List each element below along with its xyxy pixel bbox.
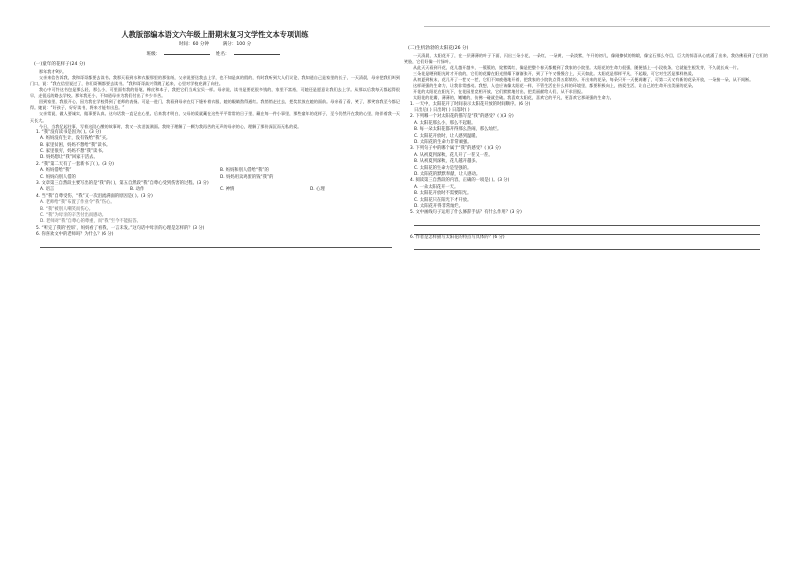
option[interactable]: B. 从初夏到深秋，花儿越开越多。 — [414, 159, 480, 165]
option[interactable]: B. 太阳花开放时不需要阳光。 — [414, 191, 472, 197]
question-5: 5. “听完了我的‘控诉’，妈妈看了看我，一言未发。”这句话中母亲的心理是怎样的？(3 分) — [36, 225, 205, 231]
passage-paragraph: 回到家里，我很开心，因为我在学校得到了老师的表扬。可是一进门，我看到母亲在灯下缝补着衣服，她的眼睛熬得通红。我悄悄走过去，把奖状放在她的面前。母亲看了看，笑了，那笑容我至今都记得。她说：“好孩子，好好读书，将来才能有出息。” — [30, 99, 400, 111]
option[interactable]: B. 每一朵太阳花都开得那么热闹，那么灿烂。 — [414, 127, 502, 133]
option[interactable]: C. 家里很穷，妈妈不想“我”读书。 — [40, 148, 107, 154]
passage-paragraph: 这样顽强的生命力，让我非常感动。我想，人也应该像太阳花一样，不管生活在什么样的环境里，都要积极向上，热爱生活，让自己的生命开出美丽的花朵。 — [413, 83, 696, 89]
option[interactable]: C. “我”为母亲的辛苦付出而感动。 — [40, 213, 107, 219]
option[interactable]: D. 老师对“我”自尊心的尊重，而“我”至今不能报答。 — [40, 219, 141, 225]
question-4: 4. 阅读第三自然段的内容，正确的一项是( )。(3 分) — [410, 178, 510, 184]
passage-paragraph: 从初夏到秋末，花儿开了一茬又一茬，它们不知疲倦地开着，把我家的小院装点得五彩缤纷。开出来的花朵，每朵只开一天便凋谢了，可第二天又有新的花朵开放，一朵接一朵，从不间断。 — [413, 77, 754, 83]
option[interactable]: B. “我”被别人嘲笑而伤心。 — [40, 206, 94, 212]
passage-paragraph: 从此天天看到开花，花儿越开越多，一簇簇的，姹紫嫣红，像是把整个春天都搬到了我家的小院里。太阳花的生命力很强，随便插上一小段枝条，它就能生根发芽，不久就长成一片。 — [413, 64, 741, 70]
answer-line[interactable] — [414, 245, 760, 250]
option[interactable]: D. 心理 — [310, 187, 325, 193]
name-field[interactable] — [234, 49, 280, 55]
option[interactable]: C. 太阳花的生命力是坚强的。 — [414, 165, 472, 171]
option[interactable]: C. 妈妈向别人借的 — [40, 174, 76, 180]
option[interactable]: A. 太阳花那么小，那么不起眼。 — [414, 120, 476, 126]
passage-paragraph: 三朵花是晒到阳光时才开放的，它们的花瓣在阳光照耀下渐渐张开，到了下午又慢慢合上，天天如此。太阳花是那样平凡，不起眼，可它对生活是那样热爱。 — [413, 71, 696, 77]
option[interactable]: D. 妈妈用卖鸡蛋的钱“我”的 — [220, 174, 274, 180]
left-column — [30, 26, 400, 544]
question-6: 6. 作者是怎样描写太阳花的特点写具体的？(6 分) — [410, 234, 505, 240]
class-label: 班级： — [146, 52, 161, 57]
option[interactable]: A. 从初夏到深秋，花儿开了一茬又一茬。 — [414, 152, 493, 158]
passage-paragraph: 开花的太阳花在阳光下，在花园里竞相开放，它们默默地付出，把美丽献给人们，从不求回报。 — [413, 89, 586, 95]
option[interactable]: C. 神情 — [220, 187, 235, 193]
question-5: 5. 文中画线句子运用了什么修辞手法？有什么作用？(3 分) — [410, 210, 522, 216]
time-label: 时间：60 分钟 — [178, 42, 210, 47]
question-1: 1. “我”没有读书是因为( )。(3 分) — [36, 129, 102, 135]
score-label: 满分：100 分 — [222, 42, 252, 47]
passage-paragraph: 我心中可怜这书包是那么轻，那么小，可里面有我的铅笔、橡皮和本子，我把它们当成宝贝一样。母亲说，读书是要花很多钱的，家里不富裕，可她还是愿意让我们去上学。从那以后我每天都起得很早，走很远的路去学校。那年我还小，不知道母亲为我们付出了多少辛苦。 — [30, 87, 400, 99]
option[interactable]: A. 一朵太阳花开一天。 — [414, 184, 459, 190]
option[interactable]: A. 妈妈借给“我” — [40, 168, 72, 174]
class-field[interactable] — [164, 49, 210, 55]
question-6: 6. 你喜欢文中的老师吗？为什么？(6 分) — [36, 232, 114, 238]
option[interactable]: D. 妈妈想让“我”回家干活去。 — [40, 155, 98, 161]
passage-paragraph: 那年我才9岁。 — [39, 68, 67, 74]
exam-meta — [30, 40, 400, 49]
page-title: 人教版部编本语文六年级上册期末复习文学性文本专项训练 — [121, 30, 309, 39]
option-row — [40, 187, 400, 193]
option[interactable]: A. 老师给“我”布置了作业令“我”伤心。 — [40, 200, 115, 206]
passage-paragraph: 父亲来信告诉我，我和哥哥都要去读书。我那天看到水和衣服那里的那张纸，父亲说要送我去上学，也不知是真的假的，有时我听到大人们议论，我知道自己是家里的长子，一天清晨，母亲把我们叫到门口，说：“我在信里说过了，你们哥俩都要去读书。”我和哥哥高兴得跳了起来，心里对学校充满了向往。 — [30, 74, 400, 86]
option[interactable]: B. 家里贫困，妈妈不想给“我”读书。 — [40, 142, 111, 148]
fill-blanks[interactable]: 日出后( ) 日出时( ) 日落时( ) — [414, 107, 470, 113]
question-4: 4. 当“我”自尊受伤，“我”又一次泪流满面的原因是( )。(3 分) — [36, 193, 153, 199]
option[interactable]: B. 动作 — [130, 187, 145, 193]
question-3: 3. 下列句子中的哪个属于“我”的感受？( )(3 分) — [410, 146, 501, 152]
question-3: 3. 文章第三自然段主要写出的是“我”的( )，第五自然段“我”自尊心受到伤害的过程。(3 分) — [36, 180, 209, 186]
right-column — [404, 26, 768, 544]
question-2: 2. 下列哪一个对太阳花的描写是“我”的感受？( )(3 分) — [410, 114, 514, 120]
option[interactable]: D. 太阳花的生命力非常顽强。 — [414, 139, 472, 145]
name-label: 姓名： — [215, 52, 230, 57]
section-title: (一)童年的花样子(24 分) — [34, 62, 86, 67]
option[interactable]: C. 太阳花开放时，让人感到温暖。 — [414, 133, 480, 139]
option[interactable]: A. 妈妈没有生计，没有钱给“我”买。 — [40, 136, 111, 142]
passage-paragraph: 父亲常说，做人要诚实，做事要认真。这句话我一直记在心里。后来我才明白，父母的爱就藏在这些平平常常的日子里，藏在每一件小事里，那些童年的花样子，至今仍然开在我的心里，陪伴着我一天天长大。 — [30, 111, 400, 123]
passage-paragraph: 一天清晨，太阳花开了，在一层薄薄的叶子下面，闪出三朵小花，一朵红，一朵黄，一朵淡紫，午开的初几，像刚擦拭的锦缎，像宝石那么夺目，巨大的惊喜从心底涌了出来，我仿佛看到了它们的笑脸，它们好像一片绿叶。 — [404, 52, 768, 64]
passage-paragraph: 太阳花的花瓣，薄薄的，嫩嫩的，仿佛一碰就会破。我喜欢太阳花，喜欢它的平凡，更喜欢它那顽强的生命力。 — [413, 95, 614, 101]
passage-paragraph: 今日，当我忆起往事，写着这段心酸的故事时，我又一次泪流满面。我终于理解了一颗为我再苦的无声的母亲的心，理解了那份深沉而无私的爱。 — [39, 123, 302, 129]
question-1: 1. 一天中，太阳花开了时间表示太阳花开放的时间顺序。(6 分) — [410, 101, 531, 107]
answer-line[interactable] — [414, 221, 760, 226]
answer-line[interactable] — [40, 243, 392, 248]
section-title: (二)生机勃勃的太阳花(26 分) — [408, 46, 469, 51]
option[interactable]: C. 太阳花只在阳光下才开放。 — [414, 197, 472, 203]
option[interactable]: D. 太阳花开得非常灿烂。 — [414, 204, 464, 210]
option[interactable]: A. 语言 — [40, 187, 55, 193]
option[interactable]: D. 太阳花的默默奉献，让人感动。 — [414, 172, 481, 178]
option[interactable]: B. 妈妈和别人借给“我”的 — [220, 168, 269, 174]
student-info — [30, 49, 400, 60]
question-2: 2. “我”第二天有了一套新书了( )。(3 分) — [36, 161, 114, 167]
